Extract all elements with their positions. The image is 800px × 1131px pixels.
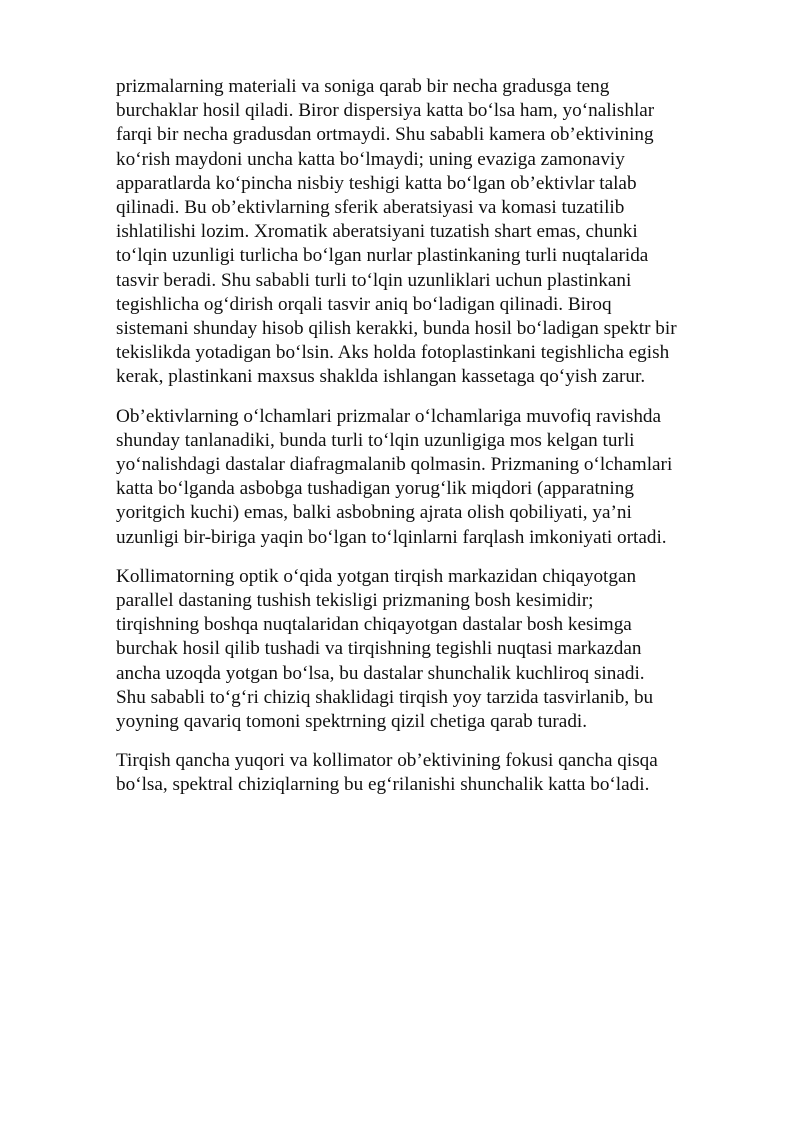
text-line: yoritgich kuchi) emas, balki asbobning ajrata olish qobiliyati, yaʼni [116,502,632,524]
text-line: tirqishning boshqa nuqtalaridan chiqayotgan dastalar bosh kesimga [116,614,632,636]
text-line: apparatlarda koʻpincha nisbiy teshigi katta boʻlgan obʼektivlar talab [116,172,637,194]
paragraph-3 [116,565,746,734]
paragraph-4 [116,749,746,797]
text-line: boʻlsa, spektral chiziqlarning bu egʻrilanishi shunchalik katta boʻladi. [116,774,650,796]
text-line: ancha uzoqda yotgan boʻlsa, bu dastalar shunchalik kuchliroq sinadi. [116,662,645,684]
paragraph-1 [116,75,746,390]
text-line: katta boʻlganda asbobga tushadigan yorugʻlik miqdori (apparatning [116,478,634,500]
text-line: burchak hosil qilib tushadi va tirqishning tegishli nuqtasi markazdan [116,638,642,660]
text-line: shunday tanlanadiki, bunda turli toʻlqin uzunligiga mos kelgan turli [116,429,635,451]
paragraph-2 [116,405,746,550]
text-line: ishlatilishi lozim. Xromatik aberatsiyani tuzatish shart emas, chunki [116,221,638,243]
text-line: toʻlqin uzunligi turlicha boʻlgan nurlar plastinkaning turli nuqtalarida [116,245,649,267]
text-line: parallel dastaning tushish tekisligi prizmaning bosh kesimidir; [116,590,594,612]
text-line: farqi bir necha gradusdan ortmaydi. Shu sababli kamera obʼektivining [116,124,654,146]
text-line: tegishlicha ogʻdirish orqali tasvir aniq boʻladigan qilinadi. Biroq [116,293,612,315]
text-line: Shu sababli toʻgʻri chiziq shaklidagi tirqish yoy tarzida tasvirlanib, bu [116,686,654,708]
text-line: tasvir beradi. Shu sababli turli toʻlqin uzunliklari uchun plastinkani [116,269,632,291]
text-line: uzunligi bir-biriga yaqin boʻlgan toʻlqinlarni farqlash imkoniyati ortadi. [116,526,667,548]
document-page [116,75,746,813]
text-line: koʻrish maydoni uncha katta boʻlmaydi; uning evaziga zamonaviy [116,148,625,170]
text-line: yoyning qavariq tomoni spektrning qizil chetiga qarab turadi. [116,711,588,733]
text-line: kerak, plastinkani maxsus shaklda ishlangan kassetaga qoʻyish zarur. [116,366,646,388]
text-line: burchaklar hosil qiladi. Biror dispersiya katta boʻlsa ham, yoʻnalishlar [116,100,655,122]
text-line: Tirqish qancha yuqori va kollimator obʼektivining fokusi qancha qisqa [116,750,658,772]
text-line: tekislikda yotadigan boʻlsin. Aks holda fotoplastinkani tegishlicha egish [116,342,670,364]
text-line: sistemani shunday hisob qilish kerakki, bunda hosil boʻladigan spektr bir [116,318,677,340]
text-line: qilinadi. Bu obʼektivlarning sferik aberatsiyasi va komasi tuzatilib [116,197,625,219]
text-line: Kollimatorning optik oʻqida yotgan tirqish markazidan chiqayotgan [116,565,637,587]
text-line: yoʻnalishdagi dastalar diafragmalanib qolmasin. Prizmaning oʻlchamlari [116,454,673,476]
text-line: prizmalarning materiali va soniga qarab bir necha gradusga teng [116,76,610,97]
text-line: Obʼektivlarning oʻlchamlari prizmalar oʻlchamlariga muvofiq ravishda [116,405,662,427]
